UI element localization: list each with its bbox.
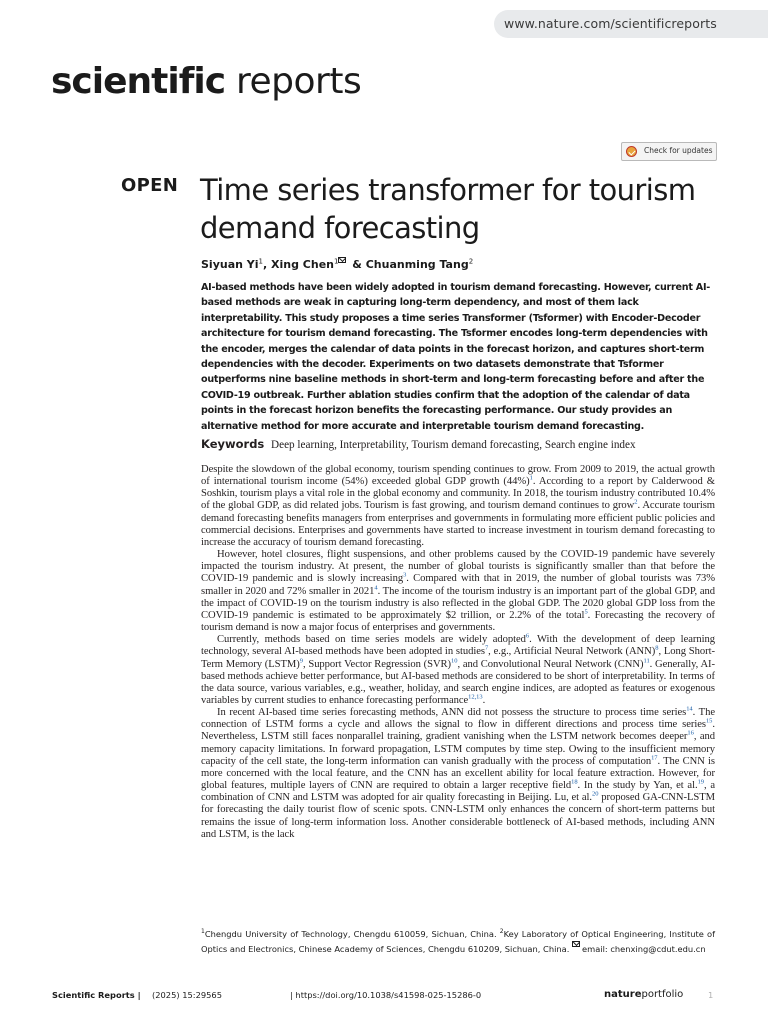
body-text-run: . The CNN is more concerned with the local feature, and the CNN has an excellent ability for local feature extraction. However, for global features, multiple layers of CNN are required to obtain a larger receptive field (201, 755, 715, 792)
footer-journal: Scientific Reports | (52, 990, 141, 1000)
body-text-run: , and Convolutional Neural Network (CNN) (457, 658, 644, 670)
author-separator: , (262, 258, 271, 271)
reference-link[interactable]: 9 (299, 656, 303, 664)
body-text-run: . Generally, AI-based methods achieve better performance, but AI-based methods are considered to be short of interpretability. In terms of the data source, various variables, e.g., weather, holiday, and search engine indices, are adopted as features or exogenous variables by current studies to enhance forecasting performance (201, 658, 716, 706)
reference-link[interactable]: 5 (584, 608, 588, 616)
body-text-run: proposed GA-CNN-LSTM for forecasting the daily tourist flow of scenic spots. CNN-LSTM only enhances the concern of short-term patterns but remains the issue of long-term information loss. Another considerable bottleneck of AI-based methods, including ANN and LSTM, is the lack (201, 792, 716, 840)
reference-link[interactable]: 19 (697, 778, 704, 786)
body-text-run: . In the study by Yan, et al. (577, 780, 698, 792)
body-text-run: However, hotel closures, flight suspensions, and other problems caused by the COVID-19 pandemic have severely impacted the tourism industry. At present, the number of global tourists is significantly smaller than that before the COVID-19 pandemic and is slowly increasing (201, 549, 715, 585)
reference-link[interactable]: 20 (592, 790, 599, 798)
body-text-run: , and memory capacity limitations. In forward propagation, LSTM computes by time step. Owing to the insufficient memory capacity of the cell state, the long-term information can vanish gradually with the process of computation (201, 731, 716, 767)
journal-url[interactable]: www.nature.com/scientificreports (504, 16, 717, 31)
keywords-list: Deep learning, Interpretability, Tourism demand forecasting, Search engine index (271, 439, 636, 451)
keywords-label: Keywords (201, 437, 265, 451)
reference-link[interactable]: 6 (525, 632, 530, 640)
reference-link[interactable]: 4 (374, 584, 378, 592)
open-access-label: OPEN (121, 175, 179, 196)
author-separator: & (348, 258, 366, 271)
keywords (201, 437, 721, 451)
reference-link[interactable]: 3 (403, 571, 407, 579)
affiliation-text: Key Laboratory of Optical Engineering, Institute of Optics and Electronics, Chinese Academy of Sciences, Chengdu 610209, Sichuan, China. (201, 928, 715, 954)
reference-link[interactable]: 17 (651, 754, 658, 762)
reference-link[interactable]: 7 (484, 644, 489, 652)
body-text-run: . Nevertheless, LSTM still faces nonparallel training, gradient vanishing when the LSTM network becomes deeper (201, 719, 715, 743)
email-label: email: (582, 943, 611, 954)
body-paragraph (201, 549, 715, 634)
affiliation-text: Chengdu University of Technology, Chengdu 610059, Sichuan, China. (204, 928, 500, 939)
body-paragraph (201, 464, 715, 549)
body-text-run: , Long Short-Term Memory (LSTM) (201, 646, 715, 670)
abstract: AI-based methods have been widely adopted in tourism demand forecasting. However, current AI-based methods are weak in capturing long-term dependency, and most of them lack interpretability. This study proposes a time series Transformer (Tsformer) with Encoder-Decoder architecture for tourism demand forecasting. The Tsformer encodes long-term dependencies with the encoder, merges the calendar of data points in the forecast horizon, and captures short-term dependencies with the decoder. Experiments on two datasets demonstrate that Tsformer outperforms nine baseline methods in short-term and long-term forecasting before and after the COVID-19 outbreak. Further ablation studies confirm that the adoption of the calendar of data points in the forecast horizon benefits the forecasting performance. Our study provides an alternative method for more accurate and interpretable tourism demand forecasting. (201, 282, 711, 432)
reference-link[interactable]: 10 (451, 656, 458, 664)
affiliation-number: 2 (499, 928, 504, 935)
author-name[interactable]: Xing Chen (271, 258, 334, 271)
reference-link[interactable]: 12,13 (468, 693, 483, 701)
body-text-run: Currently, methods based on time series models are widely adopted (217, 634, 526, 646)
body-text-run: . According to a report by Calderwood & Soshkin, tourism plays a vital role in the global economy and community. In 2018, the tourism industry contributed 10.4% of the global GDP, as did related jobs. Tourism is fast growing, and tourism demand continues to grow (201, 476, 715, 512)
journal-url-banner[interactable] (494, 10, 768, 38)
reference-link[interactable]: 2 (634, 498, 638, 506)
check-for-updates-button[interactable] (621, 142, 717, 161)
body-text-run: . The connection of LSTM forms a cycle and allows the signal to flow in different directions and process time series (201, 707, 716, 731)
body-text-run: , a combination of CNN and LSTM was adopted for air quality forecasting in Beijing. Lu, et al. (201, 780, 715, 804)
affiliation-number: 1 (201, 928, 205, 935)
reference-link[interactable]: 8 (655, 644, 659, 652)
reference-link[interactable]: 1 (529, 474, 533, 482)
body-text-run: In recent AI-based time series forecasting methods, ANN did not possess the structure to process time series (217, 707, 687, 719)
journal-logo-light: reports (225, 61, 362, 102)
affiliation-ref[interactable]: 1 (258, 257, 263, 266)
affiliations (201, 925, 715, 956)
body-paragraph (201, 707, 715, 841)
publisher-logo-bold: nature (604, 989, 642, 1000)
body-text-run: . (482, 694, 486, 706)
journal-logo-bold: scientific (51, 61, 226, 102)
affiliation-ref[interactable]: 2 (468, 257, 474, 266)
journal-logo (51, 61, 362, 102)
body-text (201, 464, 715, 841)
mail-icon[interactable] (338, 257, 346, 263)
body-text-run: . Forecasting the recovery of tourism demand is now a major focus of enterprises and governments. (201, 609, 715, 634)
body-text-run: . Compared with that in 2019, the number of global tourists was 73% smaller in 2020 and 72% smaller in 2021 (201, 573, 716, 597)
body-text-run: Despite the slowdown of the global economy, tourism spending continues to grow. From 2009 to 2019, the actual growth of international tourism income (54%) exceeded global GDP growth (44%) (201, 464, 715, 488)
body-text-run: . With the development of deep learning technology, several AI-based methods have been adopted in studies (201, 634, 715, 658)
reference-link[interactable]: 14 (686, 705, 693, 713)
reference-link[interactable]: 15 (705, 717, 713, 725)
reference-link[interactable]: 11 (643, 656, 650, 664)
footer-doi-link[interactable]: | https://doi.org/10.1038/s41598-025-15286-0 (290, 990, 482, 1000)
mail-icon (572, 941, 580, 947)
affiliation-ref[interactable]: 1 (333, 257, 339, 266)
footer-citation: (2025) 15:29565 (152, 990, 222, 1000)
publisher-logo (604, 989, 684, 1000)
author-name[interactable]: Siyuan Yi (201, 258, 259, 271)
article-title: Time series transformer for tourism demand forecasting (200, 173, 696, 245)
corresponding-email[interactable]: chenxing@cdut.edu.cn (610, 943, 706, 954)
body-text-run: . Accurate tourism demand forecasting benefits managers from enterprises and governments in formulating more efficient public policies and commercial decisions. Enterprises and governments have started to increase investment in tourism demand forecasting to increase the accuracy of tourism demand forecasting. (201, 500, 715, 548)
body-paragraph (201, 634, 715, 707)
check-updates-icon (626, 146, 637, 157)
author-name[interactable]: Chuanming Tang (365, 258, 469, 271)
page-footer (52, 990, 716, 1004)
page-number: 1 (708, 990, 714, 1000)
check-updates-label: Check for updates (644, 146, 713, 155)
publisher-logo-light: portfolio (641, 989, 684, 1000)
reference-link[interactable]: 18 (571, 778, 578, 786)
body-text-run: , e.g., Artificial Neural Network (ANN) (488, 646, 656, 658)
author-list (201, 257, 473, 271)
body-text-run: . The income of the tourism industry is an important part of the global GDP, and the impact of COVID-19 on the tourism industry is also reflected in the global GDP. The 2020 global GDP loss from the COVID-19 pandemic is estimated to be approximately $2 trillion, or 2.2% of the total (201, 585, 715, 621)
reference-link[interactable]: 16 (687, 729, 694, 737)
body-text-run: , Support Vector Regression (SVR) (302, 658, 452, 670)
